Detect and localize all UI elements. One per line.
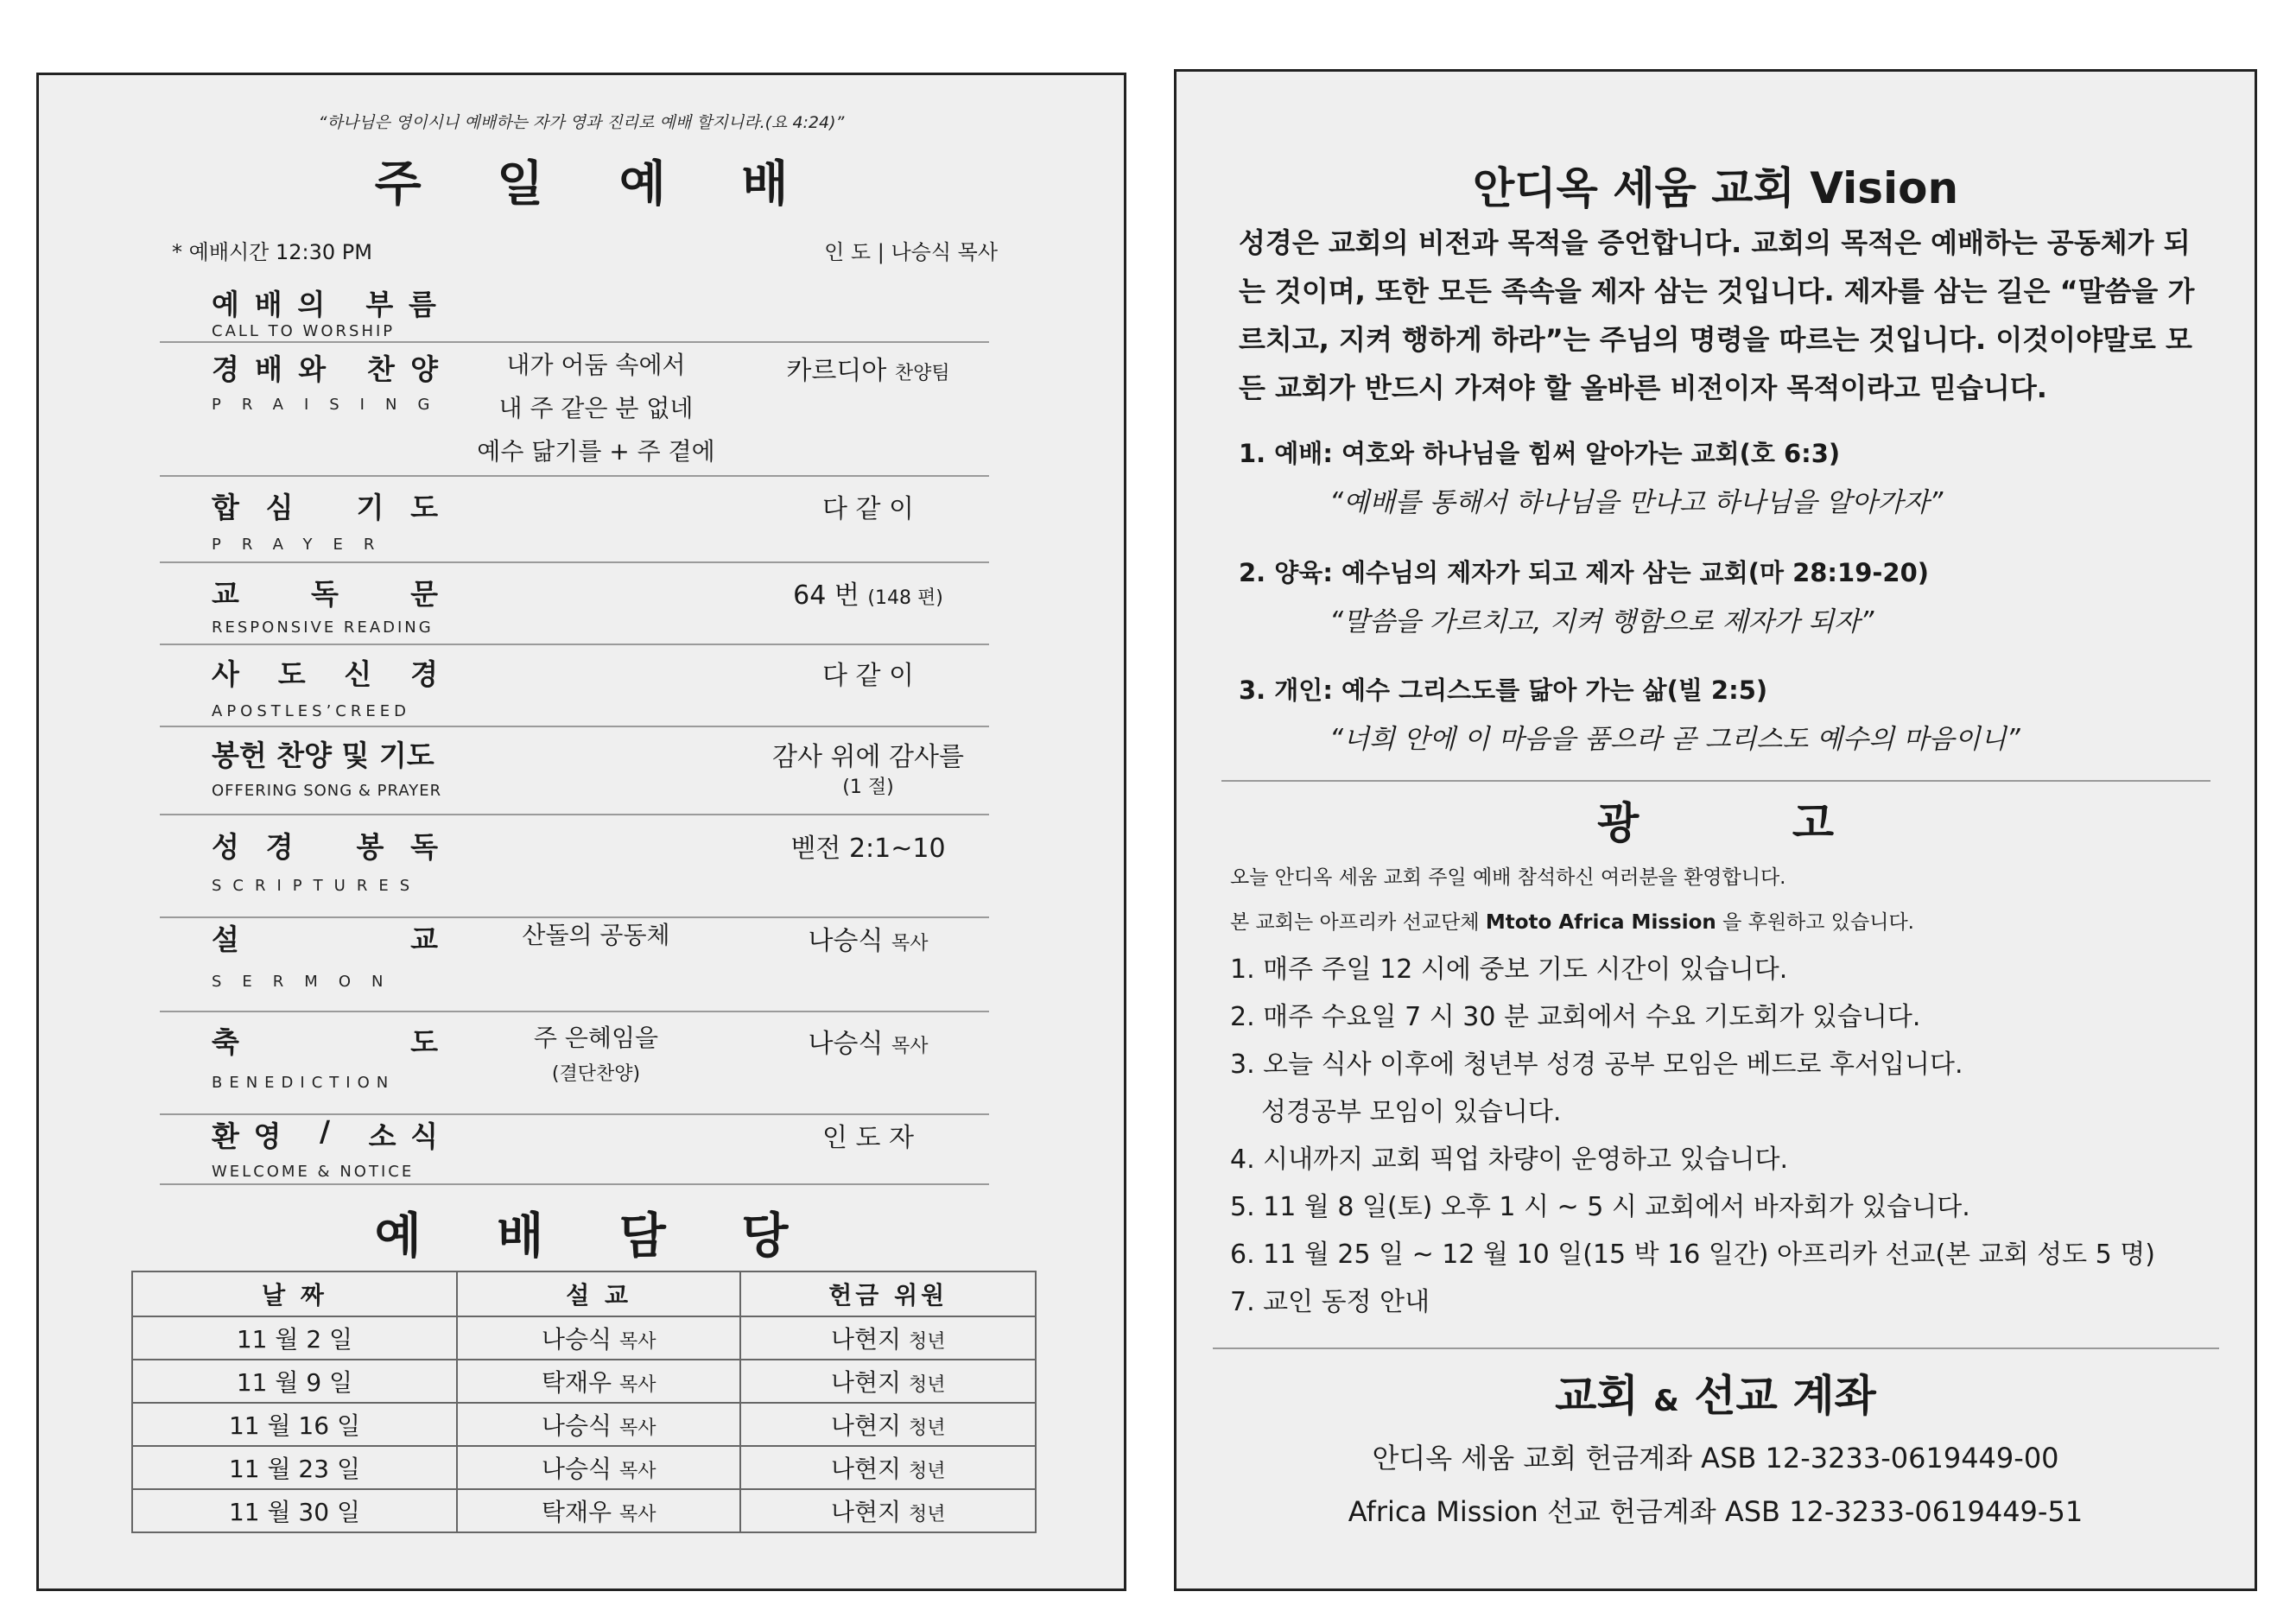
order-row-offering — [160, 733, 989, 815]
table-row — [132, 1489, 1036, 1532]
duty-date: 11 월 2 일 — [132, 1316, 457, 1360]
order-subtitle: BENEDICTION — [212, 1074, 396, 1092]
announcement-item: 4. 시내까지 교회 픽업 차량이 운영하고 있습니다. — [1230, 1145, 1788, 1175]
announcement-item: 1. 매주 주일 12 시에 중보 기도 시간이 있습니다. — [1230, 954, 1788, 985]
vision-item-heading: 1. 예배: 여호와 하나님을 힘써 알아가는 교회(호 6:3) — [1239, 439, 1841, 468]
duty-offering: 나현지 청년 — [740, 1489, 1036, 1532]
order-subtitle: SCRIPTURES — [212, 877, 422, 895]
duty-date: 11 월 16 일 — [132, 1403, 457, 1446]
page-title: 주 일 예 배 — [374, 156, 818, 212]
duty-preacher: 나승식 목사 — [457, 1446, 740, 1489]
duty-offering: 나현지 청년 — [740, 1360, 1036, 1403]
order-title: 예 배 의 부 름 — [212, 288, 436, 321]
praise-song: 내가 어둠 속에서 — [506, 351, 686, 379]
order-title: 경 배 와 찬 양 — [212, 352, 438, 386]
announcement-item: 5. 11 월 8 일(토) 오후 1 시 ~ 5 시 교회에서 바자회가 있습니다. — [1230, 1192, 1970, 1222]
order-row-scriptures — [160, 825, 989, 918]
order-leader: 다 같 이 — [821, 494, 914, 524]
order-leader: 나승식 목사 — [808, 1029, 929, 1059]
duty-offering: 나현지 청년 — [740, 1316, 1036, 1360]
benediction-song: 주 은혜임을 (결단찬양) — [533, 1024, 659, 1085]
order-row-welcome — [160, 1114, 989, 1185]
bible-verse: “하나님은 영이시니 예배하는 자가 영과 진리로 예배 할지니라.(요 4:24)” — [318, 113, 845, 132]
church-account: 안디옥 세움 교회 헌금계좌 ASB 12-3233-0619449-00 — [1372, 1442, 2059, 1474]
sermon-title: 산돌의 공동체 — [522, 921, 670, 949]
announcement-item: 3. 오늘 식사 이후에 청년부 성경 공부 모임은 베드로 후서입니다. — [1230, 1049, 1963, 1080]
duty-table — [131, 1271, 1037, 1533]
order-title: 사 도 신 경 — [212, 657, 438, 691]
order-leader: 감사 위에 감사를 (1 절) — [772, 742, 964, 798]
order-title: 환 영 / 소 식 — [212, 1114, 438, 1153]
order-title: 성 경 봉 독 — [212, 830, 438, 864]
church-info-panel — [1174, 69, 2257, 1591]
duty-preacher: 나승식 목사 — [457, 1316, 740, 1360]
duty-header: 설 교 — [457, 1271, 740, 1316]
order-row-call-to-worship — [160, 282, 989, 343]
order-title: 봉헌 찬양 및 기도 — [212, 739, 434, 772]
duty-offering: 나현지 청년 — [740, 1446, 1036, 1489]
duty-header: 날 짜 — [132, 1271, 457, 1316]
order-leader: 나승식 목사 — [808, 926, 929, 956]
order-leader: 벧전 2:1~10 — [790, 834, 946, 864]
vision-title: 안디옥 세움 교회 Vision — [1472, 163, 1959, 213]
announcement-item: 2. 매주 수요일 7 시 30 분 교회에서 수요 기도회가 있습니다. — [1230, 1002, 1921, 1032]
praise-song: 예수 닮기를 + 주 곁에 — [477, 437, 715, 466]
duty-preacher: 나승식 목사 — [457, 1403, 740, 1446]
announcement-list — [1230, 946, 2155, 1326]
order-subtitle: RESPONSIVE READING — [212, 618, 434, 637]
order-row-prayer — [160, 485, 989, 563]
announcement-welcome: 오늘 안디옥 세움 교회 주일 예배 참석하신 여러분을 환영합니다. — [1230, 866, 1786, 889]
praise-song: 내 주 같은 분 없네 — [498, 394, 694, 422]
vision-item — [1239, 434, 2206, 519]
order-leader: 다 같 이 — [821, 661, 914, 691]
duty-header: 헌금 위원 — [740, 1271, 1036, 1316]
duty-date: 11 월 9 일 — [132, 1360, 457, 1403]
vision-item — [1239, 671, 2206, 756]
order-subtitle: PRAYER — [212, 536, 396, 554]
order-row-benediction — [160, 1020, 989, 1115]
order-leader: 인 도 자 — [821, 1123, 914, 1153]
order-leader: 카르디아 찬양팀 — [786, 356, 950, 386]
duty-title: 예 배 담 당 — [374, 1208, 818, 1265]
table-row — [132, 1360, 1036, 1403]
divider — [1213, 1348, 2219, 1349]
announcements-title: 광 고 — [1596, 798, 1903, 848]
order-subtitle: APOSTLES’CREED — [212, 702, 410, 720]
accounts-title: 교회 & 선교 계좌 — [1555, 1371, 1876, 1421]
vision-item-quote: “말씀을 가르치고, 지켜 행함으로 제자가 되자” — [1329, 606, 1874, 637]
vision-item — [1239, 554, 2206, 638]
order-subtitle: OFFERING SONG & PRAYER — [212, 782, 442, 800]
duty-header-row — [132, 1271, 1036, 1316]
service-time: * 예배시간 12:30 PM — [172, 240, 372, 264]
announcement-item: 6. 11 월 25 일 ~ 12 월 10 일(15 박 16 일간) 아프리카 선교(본 교회 성도 5 명) — [1230, 1240, 2155, 1270]
vision-item-heading: 3. 개인: 예수 그리스도를 닮아 가는 삶(빌 2:5) — [1239, 675, 1768, 705]
table-row — [132, 1446, 1036, 1489]
order-title: 합 심 기 도 — [212, 491, 438, 524]
order-row-sermon — [160, 917, 989, 1012]
order-subtitle: PRAISING — [212, 396, 451, 414]
order-row-praising — [160, 347, 989, 477]
mission-account: Africa Mission 선교 헌금계좌 ASB 12-3233-0619449-51 — [1348, 1495, 2084, 1528]
order-subtitle: SERMON — [212, 973, 404, 991]
order-row-apostles-creed — [160, 652, 989, 727]
order-leader: 64 번 (148 편) — [793, 580, 943, 611]
announcement-item: 7. 교인 동정 안내 — [1230, 1287, 1430, 1317]
vision-item-quote: “예배를 통해서 하나님을 만나고 하나님을 알아가자” — [1329, 487, 1944, 518]
table-row — [132, 1403, 1036, 1446]
order-title: 교 독 문 — [212, 577, 438, 611]
announcement-support: 본 교회는 아프리카 선교단체 Mtoto Africa Mission 을 후원하고 있습니다. — [1230, 911, 1914, 934]
duty-date: 11 월 30 일 — [132, 1489, 457, 1532]
duty-date: 11 월 23 일 — [132, 1446, 457, 1489]
order-title: 축 도 — [212, 1025, 438, 1059]
order-row-responsive-reading — [160, 572, 989, 645]
table-row — [132, 1316, 1036, 1360]
service-leader: 인 도 | 나승식 목사 — [824, 240, 998, 264]
duty-offering: 나현지 청년 — [740, 1403, 1036, 1446]
divider — [1221, 780, 2210, 782]
duty-preacher: 탁재우 목사 — [457, 1489, 740, 1532]
announcement-item: 성경공부 모임이 있습니다. — [1261, 1097, 1562, 1127]
vision-statement: 성경은 교회의 비전과 목적을 증언합니다. 교회의 목적은 예배하는 공동체가 되는 것이며, 또한 모든 족속을 제자 삼는 것입니다. 제자를 삼는 길은 “말씀을 가르치고, 지켜 행하게 하라”는 주님의 명령을 따르는 것입니다. 이것이야말로 모든 교회가 반드시 가져야 할 올바른 비전이자 목적이라고 믿습니다. — [1239, 226, 2195, 404]
vision-item-quote: “너희 안에 이 마음을 품으라 곧 그리스도 예수의 마음이니” — [1329, 724, 2020, 755]
praise-songs — [445, 344, 747, 473]
duty-preacher: 탁재우 목사 — [457, 1360, 740, 1403]
order-subtitle: CALL TO WORSHIP — [212, 322, 396, 340]
order-subtitle: WELCOME & NOTICE — [212, 1163, 415, 1181]
order-title: 설 교 — [212, 923, 438, 956]
worship-order-panel — [36, 73, 1126, 1591]
vision-item-heading: 2. 양육: 예수님의 제자가 되고 제자 삼는 교회(마 28:19-20) — [1239, 558, 1930, 587]
